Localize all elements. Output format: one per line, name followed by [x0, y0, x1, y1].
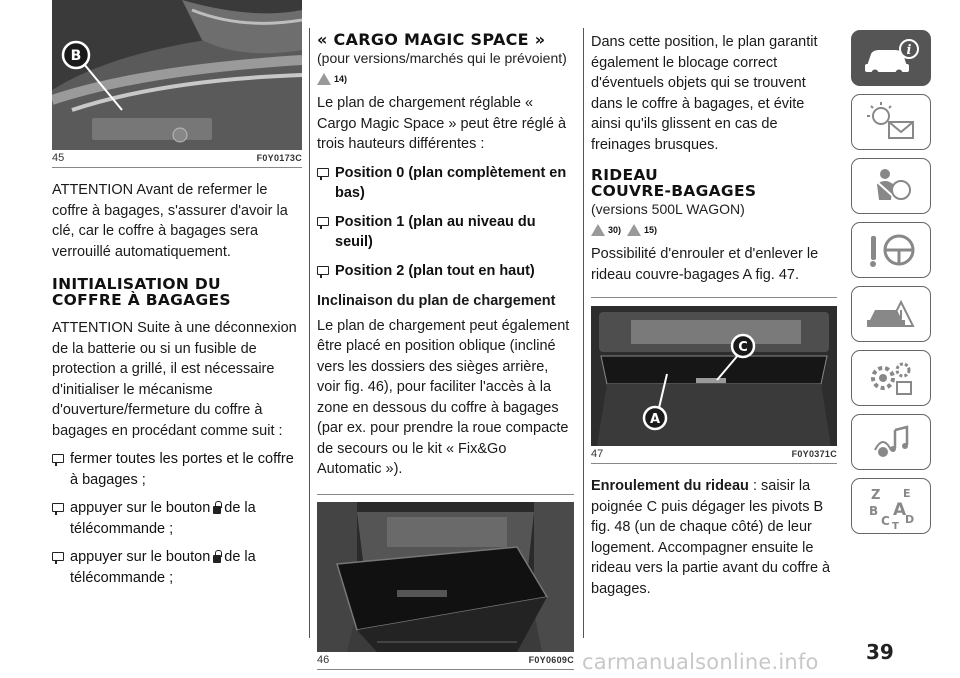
svg-text:E: E	[903, 487, 911, 500]
tab-maintenance[interactable]	[851, 350, 931, 406]
bullet-icon	[52, 454, 64, 463]
heading-rideau	[591, 167, 837, 199]
chapter-sidebar	[851, 30, 931, 542]
bullet-text: fermer toutes les portes et le coffre à bagages ;	[70, 451, 294, 488]
bullet-icon	[317, 217, 329, 226]
steering-wheel-icon	[861, 228, 921, 272]
heading-line-2: COFFRE À BAGAGES	[52, 291, 231, 309]
tab-driving[interactable]	[851, 222, 931, 278]
figure-code: F0Y0371C	[791, 449, 837, 459]
tab-emergency[interactable]	[851, 286, 931, 342]
figure-45-illustration	[52, 0, 302, 150]
incline-text: Le plan de chargement peut également être placé en position oblique (incliné vers les dossiers des sièges arrière, voir fig. 46), pour faciliter l'accès à la zone en dessous du coffre à bagages (par ex. pour prendre la roue compacte de secours ou le kit « Fix&Go Automatic »).	[317, 317, 570, 477]
figure-46-caption	[317, 652, 574, 670]
cargo-note: (pour versions/marchés qui le prévoient)	[317, 50, 567, 66]
incline-title: Inclinaison du plan de chargement	[317, 293, 556, 309]
tab-safety[interactable]	[851, 158, 931, 214]
maintenance-icon	[861, 356, 921, 400]
warning-number: 30)	[608, 225, 622, 235]
bullet-item	[52, 498, 302, 539]
warning-refs	[591, 224, 837, 236]
figure-47-wrapper	[591, 297, 837, 464]
svg-text:i: i	[906, 43, 912, 58]
cargo-intro: Le plan de chargement réglable « Cargo Magic Space » peut être réglé à trois hauteurs différentes :	[317, 95, 567, 152]
lock-icon	[212, 501, 222, 514]
position-0-item	[317, 163, 574, 204]
heading-initialisation	[52, 276, 302, 308]
callout-a: A	[649, 412, 661, 427]
figure-number: 46	[317, 653, 330, 666]
figure-46-illustration	[317, 502, 574, 652]
position-text: Dans cette position, le plan garantit également le blocage correct d'éventuels objets qui se trouvent dans le coffre à bagages, et évite ainsi qu'ils glissent en cas de freinages brusques.	[591, 34, 818, 153]
callout-c: C	[738, 340, 748, 355]
svg-text:C: C	[881, 514, 890, 528]
tab-multimedia[interactable]	[851, 414, 931, 470]
figure-46-trunk-inclined	[317, 502, 574, 652]
figure-46-wrapper	[317, 494, 574, 670]
page-number: 39	[866, 640, 894, 664]
bullet-text: appuyer sur le bouton de la télécommande ;	[70, 500, 256, 537]
enroulement-text: : saisir la poignée C puis dégager les pivots B fig. 48 (un de chaque côté) de leur logement. Accompagner ensuite le rideau vers la partie avant du coffre à bagages.	[591, 478, 831, 597]
dashboard-lights-icon	[861, 100, 921, 144]
figure-47-cargo-cover	[591, 306, 837, 446]
multimedia-icon	[861, 420, 921, 464]
svg-text:A: A	[893, 500, 907, 520]
rideau-note: (versions 500L WAGON)	[591, 201, 745, 217]
bullet-text: appuyer sur le bouton de la télécommande ;	[70, 549, 256, 586]
attention-text-1: ATTENTION Avant de refermer le coffre à bagages, s'assurer d'avoir la clé, car le coffre à bagages sera verrouillé automatiquement.	[52, 182, 288, 260]
index-icon	[861, 483, 921, 529]
figure-47-illustration	[591, 306, 837, 446]
bullet-icon	[52, 552, 64, 561]
seat-safety-icon	[861, 164, 921, 208]
warning-icon	[591, 224, 605, 236]
car-info-icon	[861, 38, 921, 78]
figure-number: 47	[591, 448, 604, 460]
figure-code: F0Y0609C	[528, 654, 574, 665]
bullet-text: Position 2 (plan tout en haut)	[335, 262, 535, 279]
bullet-text: Position 1 (plan au niveau du seuil)	[335, 213, 536, 250]
svg-text:B: B	[869, 504, 879, 518]
bullet-item	[52, 449, 302, 490]
bullet-text: Position 0 (plan complètement en bas)	[335, 164, 567, 201]
svg-text:T: T	[892, 521, 899, 529]
bullet-item	[52, 547, 302, 588]
lock-icon	[212, 550, 222, 563]
tab-index[interactable]	[851, 478, 931, 534]
figure-number: 45	[52, 152, 65, 164]
heading-line-1: RIDEAU	[591, 166, 659, 184]
svg-text:D: D	[905, 513, 915, 526]
figure-code: F0Y0173C	[256, 153, 302, 163]
enroulement-title: Enroulement du rideau	[591, 478, 749, 494]
tab-car-info[interactable]	[851, 30, 931, 86]
svg-text:Z: Z	[871, 488, 881, 503]
figure-45-caption	[52, 150, 302, 168]
column-divider	[583, 28, 584, 638]
column-middle	[317, 32, 574, 670]
warning-number: 15)	[644, 225, 658, 235]
column-left	[52, 0, 302, 588]
heading-cargo-magic-space: « CARGO MAGIC SPACE »	[317, 30, 546, 49]
heading-line-1: INITIALISATION DU	[52, 275, 221, 293]
warning-icon	[627, 224, 641, 236]
column-divider	[309, 28, 310, 638]
warning-ref	[317, 73, 574, 85]
warning-icon	[317, 73, 331, 85]
bullet-icon	[317, 168, 329, 177]
heading-line-2: COUVRE-BAGAGES	[591, 182, 757, 200]
bullet-icon	[317, 266, 329, 275]
tab-dashboard-lights[interactable]	[851, 94, 931, 150]
column-right	[591, 32, 837, 599]
rideau-text: Possibilité d'enrouler et d'enlever le rideau couvre-bagages A fig. 47.	[591, 246, 819, 283]
warning-number: 14)	[334, 74, 348, 84]
emergency-icon	[861, 292, 921, 336]
callout-b: B	[70, 48, 82, 64]
watermark: carmanualsonline.info	[582, 650, 819, 674]
bullet-icon	[52, 503, 64, 512]
enroulement-paragraph	[591, 476, 837, 599]
figure-45-trunk-lock	[52, 0, 302, 150]
figure-47-caption	[591, 446, 837, 464]
position-2-item	[317, 261, 574, 282]
attention-text-2: ATTENTION Suite à une déconnexion de la batterie ou si un fusible de protection a grillé, il est nécessaire d'initialiser le mécanisme d'ouverture/fermeture du coffre à bagages en procédant comme suit :	[52, 320, 297, 439]
position-1-item	[317, 212, 574, 253]
